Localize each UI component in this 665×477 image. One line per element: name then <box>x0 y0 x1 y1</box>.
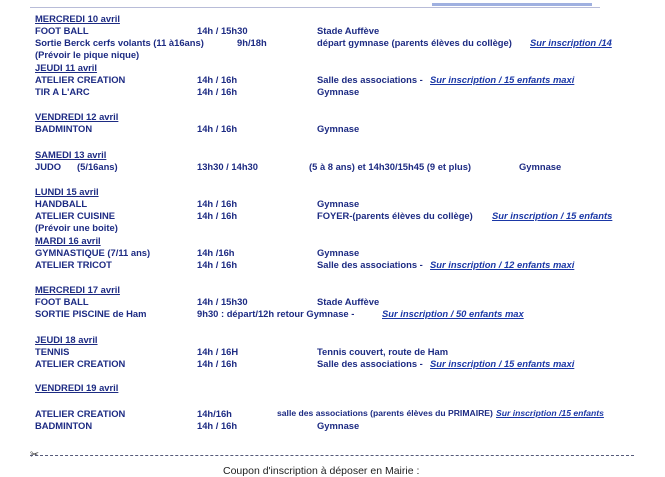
activity-time: 13h30 / 14h30 <box>197 161 258 172</box>
activity-place: Gymnase <box>317 86 360 97</box>
activity-place: Gymnase <box>317 420 360 431</box>
activity-name: ATELIER TRICOT <box>35 259 112 270</box>
day-heading: JEUDI 11 avril <box>35 62 98 73</box>
activity-place: (5 à 8 ans) et 14h30/15h45 (9 et plus) <box>309 161 472 172</box>
day-heading: VENDREDI 19 avril <box>35 382 119 393</box>
registration-note: Sur inscription / 15 enfants maxi <box>430 358 575 369</box>
cut-line <box>30 455 634 456</box>
activity-time: 14h / 16h <box>197 198 238 209</box>
activity-name: JUDO <box>35 161 62 172</box>
activity-name: ATELIER CREATION <box>35 74 126 85</box>
activity-place: Salle des associations - <box>317 74 423 85</box>
activity-place: Gymnase <box>317 123 360 134</box>
activity-name: ATELIER CREATION <box>35 408 126 419</box>
activity-name: TENNIS <box>35 346 70 357</box>
registration-note: Sur inscription / 12 enfants maxi <box>430 259 575 270</box>
activity-place: Tennis couvert, route de Ham <box>317 346 449 357</box>
activity-place: Salle des associations - <box>317 358 423 369</box>
activity-time: 14h / 15h30 <box>197 296 248 307</box>
day-heading: VENDREDI 12 avril <box>35 111 119 122</box>
activity-name: TIR A L'ARC <box>35 86 90 97</box>
registration-note: Sur inscription / 15 enfants <box>492 210 613 221</box>
registration-note: Sur inscription /15 enfants <box>496 408 604 418</box>
activity-place: Gymnase <box>519 161 562 172</box>
activity-place: départ gymnase (parents élèves du collège) <box>317 37 512 48</box>
activity-name: SORTIE PISCINE de Ham <box>35 308 147 319</box>
activity-time: 9h/18h <box>237 37 267 48</box>
registration-note: Sur inscription /14 <box>530 37 612 48</box>
activity-time: 14h / 16H <box>197 346 239 357</box>
activity-note: (Prévoir le pique nique) <box>35 49 140 60</box>
day-heading: SAMEDI 13 avril <box>35 149 107 160</box>
activity-time: 14h /16h <box>197 247 235 258</box>
activity-name: FOOT BALL <box>35 25 89 36</box>
day-heading: MERCREDI 10 avril <box>35 13 120 24</box>
day-heading: JEUDI 18 avril <box>35 334 98 345</box>
activity-name: FOOT BALL <box>35 296 89 307</box>
registration-note: Sur inscription / 50 enfants max <box>382 308 524 319</box>
day-heading: MERCREDI 17 avril <box>35 284 120 295</box>
activity-place: Stade Auffève <box>317 296 380 307</box>
activity-age: (5/16ans) <box>77 161 118 172</box>
activity-time: 14h / 16h <box>197 74 238 85</box>
activity-time: 9h30 : départ/12h retour Gymnase - <box>197 308 355 319</box>
activity-place: salle des associations (parents élèves du PRIMAIRE) <box>277 408 493 418</box>
activity-time: 14h/16h <box>197 408 232 419</box>
activity-time: 14h / 16h <box>197 210 238 221</box>
activity-time: 14h / 15h30 <box>197 25 248 36</box>
activity-place: Salle des associations - <box>317 259 423 270</box>
top-rule <box>30 7 600 8</box>
scissors-icon: ✂ <box>30 448 40 461</box>
activity-name: Sortie Berck cerfs volants (11 à16ans) <box>35 37 204 48</box>
registration-note: Sur inscription / 15 enfants maxi <box>430 74 575 85</box>
activity-name: ATELIER CREATION <box>35 358 126 369</box>
activity-time: 14h / 16h <box>197 358 238 369</box>
activity-name: BADMINTON <box>35 420 93 431</box>
activity-place: FOYER-(parents élèves du collège) <box>317 210 473 221</box>
activity-name: ATELIER CUISINE <box>35 210 116 221</box>
activity-place: Gymnase <box>317 247 360 258</box>
top-highlight-bar <box>432 3 592 6</box>
activity-time: 14h / 16h <box>197 86 238 97</box>
activity-time: 14h / 16h <box>197 123 238 134</box>
activity-time: 14h / 16h <box>197 259 238 270</box>
coupon-title: Coupon d'inscription à déposer en Mairie : <box>223 465 420 477</box>
day-heading: MARDI 16 avril <box>35 235 101 246</box>
activity-place: Stade Auffève <box>317 25 380 36</box>
activity-note: (Prévoir une boite) <box>35 222 118 233</box>
activity-time: 14h / 16h <box>197 420 238 431</box>
activity-name: GYMNASTIQUE (7/11 ans) <box>35 247 151 258</box>
activity-place: Gymnase <box>317 198 360 209</box>
activity-name: BADMINTON <box>35 123 93 134</box>
day-heading: LUNDI 15 avril <box>35 186 99 197</box>
activity-name: HANDBALL <box>35 198 88 209</box>
